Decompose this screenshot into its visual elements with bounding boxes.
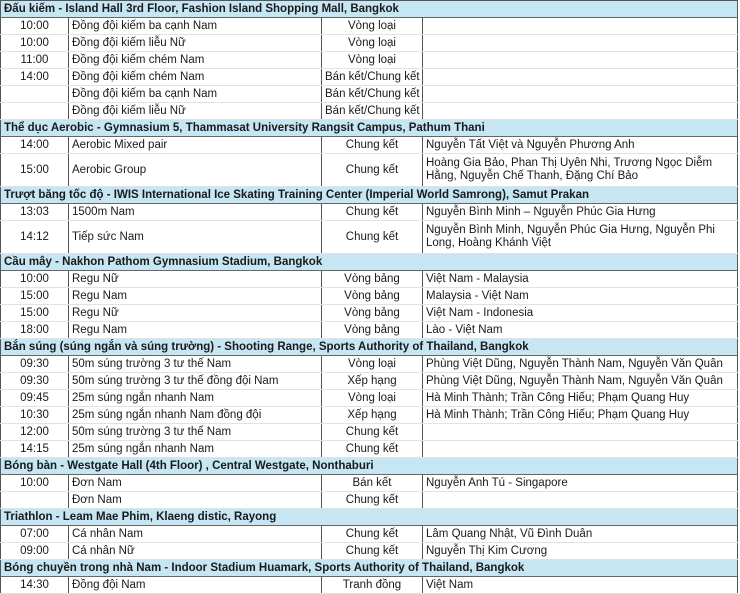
event-cell: 1500m Nam bbox=[69, 204, 322, 221]
athletes-cell: Hà Minh Thành; Trần Công Hiếu; Phạm Quang Huy bbox=[423, 390, 738, 407]
round-cell: Vòng loại bbox=[322, 35, 423, 52]
section-title: Thể dục Aerobic - Gymnasium 5, Thammasat University Rangsit Campus, Pathum Thani bbox=[1, 120, 738, 137]
round-cell: Bán kết bbox=[322, 475, 423, 492]
time-cell: 11:00 bbox=[1, 52, 69, 69]
time-cell: 10:30 bbox=[1, 407, 69, 424]
section-title: Đấu kiếm - Island Hall 3rd Floor, Fashion Island Shopping Mall, Bangkok bbox=[1, 1, 738, 18]
round-cell: Chung kết bbox=[322, 526, 423, 543]
section-title: Bóng bàn - Westgate Hall (4th Floor) , Central Westgate, Nonthaburi bbox=[1, 458, 738, 475]
time-cell bbox=[1, 492, 69, 509]
athletes-cell: Lào - Việt Nam bbox=[423, 322, 738, 339]
section-header bbox=[1, 187, 738, 204]
table-row bbox=[1, 288, 738, 305]
time-cell: 12:00 bbox=[1, 424, 69, 441]
section-header bbox=[1, 339, 738, 356]
time-cell: 10:00 bbox=[1, 18, 69, 35]
athletes-cell bbox=[423, 69, 738, 86]
section-header bbox=[1, 120, 738, 137]
section-title: Trượt băng tốc độ - IWIS International Ice Skating Training Center (Imperial World Samrong), Samut Prakan bbox=[1, 187, 738, 204]
table-row bbox=[1, 221, 738, 254]
time-cell: 09:30 bbox=[1, 356, 69, 373]
event-cell: 50m súng trường 3 tư thế Nam bbox=[69, 356, 322, 373]
time-cell: 10:00 bbox=[1, 35, 69, 52]
athletes-cell bbox=[423, 424, 738, 441]
event-cell: 25m súng ngắn nhanh Nam đồng đội bbox=[69, 407, 322, 424]
table-row bbox=[1, 577, 738, 594]
round-cell: Vòng bảng bbox=[322, 305, 423, 322]
table-row bbox=[1, 441, 738, 458]
athletes-cell: Hoàng Gia Bảo, Phan Thị Uyên Nhi, Trương Ngọc Diễm Hằng, Nguyễn Chế Thanh, Đặng Chí Bảo bbox=[423, 154, 738, 187]
event-cell: Đồng đội kiếm chém Nam bbox=[69, 52, 322, 69]
event-cell: 50m súng trường 3 tư thế Nam bbox=[69, 424, 322, 441]
time-cell: 14:12 bbox=[1, 221, 69, 254]
time-cell bbox=[1, 103, 69, 120]
athletes-cell: Nguyễn Anh Tú - Singapore bbox=[423, 475, 738, 492]
table-row bbox=[1, 407, 738, 424]
event-cell: Regu Nữ bbox=[69, 271, 322, 288]
table-row bbox=[1, 154, 738, 187]
time-cell: 10:00 bbox=[1, 271, 69, 288]
round-cell: Bán kết/Chung kết bbox=[322, 103, 423, 120]
table-row bbox=[1, 35, 738, 52]
table-row bbox=[1, 356, 738, 373]
section-title: Bắn súng (súng ngắn và súng trường) - Shooting Range, Sports Authority of Thailand, Bangkok bbox=[1, 339, 738, 356]
athletes-cell bbox=[423, 441, 738, 458]
event-cell: Đơn Nam bbox=[69, 475, 322, 492]
athletes-cell bbox=[423, 18, 738, 35]
round-cell: Bán kết/Chung kết bbox=[322, 69, 423, 86]
event-cell: Regu Nam bbox=[69, 322, 322, 339]
athletes-cell: Phùng Việt Dũng, Nguyễn Thành Nam, Nguyễn Văn Quân bbox=[423, 373, 738, 390]
round-cell: Vòng loại bbox=[322, 52, 423, 69]
athletes-cell: Nguyễn Bình Minh – Nguyễn Phúc Gia Hưng bbox=[423, 204, 738, 221]
table-row bbox=[1, 373, 738, 390]
time-cell: 18:00 bbox=[1, 322, 69, 339]
time-cell: 09:30 bbox=[1, 373, 69, 390]
event-cell: 25m súng ngắn nhanh Nam bbox=[69, 390, 322, 407]
round-cell: Vòng loại bbox=[322, 356, 423, 373]
athletes-cell: Hà Minh Thành; Trần Công Hiếu; Phạm Quang Huy bbox=[423, 407, 738, 424]
time-cell: 09:45 bbox=[1, 390, 69, 407]
table-row bbox=[1, 52, 738, 69]
time-cell: 09:00 bbox=[1, 543, 69, 560]
event-cell: Đồng đội kiếm liễu Nữ bbox=[69, 103, 322, 120]
time-cell: 15:00 bbox=[1, 305, 69, 322]
section-header bbox=[1, 1, 738, 18]
table-row bbox=[1, 543, 738, 560]
time-cell: 15:00 bbox=[1, 288, 69, 305]
section-header bbox=[1, 509, 738, 526]
table-row bbox=[1, 137, 738, 154]
athletes-cell: Lâm Quang Nhật, Vũ Đình Duân bbox=[423, 526, 738, 543]
section-title: Bóng chuyền trong nhà Nam - Indoor Stadium Huamark, Sports Authority of Thailand, Bangkok bbox=[1, 560, 738, 577]
round-cell: Bán kết/Chung kết bbox=[322, 86, 423, 103]
time-cell: 07:00 bbox=[1, 526, 69, 543]
table-row bbox=[1, 18, 738, 35]
time-cell: 10:00 bbox=[1, 475, 69, 492]
athletes-cell: Việt Nam - Indonesia bbox=[423, 305, 738, 322]
event-cell: Đơn Nam bbox=[69, 492, 322, 509]
table-row bbox=[1, 492, 738, 509]
round-cell: Chung kết bbox=[322, 204, 423, 221]
athletes-cell: Phùng Việt Dũng, Nguyễn Thành Nam, Nguyễn Văn Quân bbox=[423, 356, 738, 373]
section-title: Triathlon - Leam Mae Phim, Klaeng distic, Rayong bbox=[1, 509, 738, 526]
section-header bbox=[1, 254, 738, 271]
event-cell: Regu Nữ bbox=[69, 305, 322, 322]
time-cell bbox=[1, 86, 69, 103]
event-cell: Đồng đội kiếm chém Nam bbox=[69, 69, 322, 86]
athletes-cell bbox=[423, 86, 738, 103]
time-cell: 14:15 bbox=[1, 441, 69, 458]
event-cell: Tiếp sức Nam bbox=[69, 221, 322, 254]
round-cell: Chung kết bbox=[322, 492, 423, 509]
athletes-cell: Việt Nam bbox=[423, 577, 738, 594]
athletes-cell bbox=[423, 35, 738, 52]
table-row bbox=[1, 305, 738, 322]
event-cell: Cá nhân Nữ bbox=[69, 543, 322, 560]
table-row bbox=[1, 390, 738, 407]
table-row bbox=[1, 86, 738, 103]
round-cell: Chung kết bbox=[322, 441, 423, 458]
table-row bbox=[1, 424, 738, 441]
round-cell: Xếp hạng bbox=[322, 373, 423, 390]
round-cell: Xếp hạng bbox=[322, 407, 423, 424]
table-row bbox=[1, 204, 738, 221]
time-cell: 14:00 bbox=[1, 69, 69, 86]
event-cell: Đồng đội kiếm ba cạnh Nam bbox=[69, 18, 322, 35]
table-row bbox=[1, 526, 738, 543]
section-header bbox=[1, 458, 738, 475]
round-cell: Chung kết bbox=[322, 137, 423, 154]
table-row bbox=[1, 475, 738, 492]
section-header bbox=[1, 560, 738, 577]
time-cell: 13:03 bbox=[1, 204, 69, 221]
table-row bbox=[1, 322, 738, 339]
time-cell: 15:00 bbox=[1, 154, 69, 187]
athletes-cell: Nguyễn Tất Việt và Nguyễn Phương Anh bbox=[423, 137, 738, 154]
athletes-cell bbox=[423, 492, 738, 509]
section-title: Cầu mây - Nakhon Pathom Gymnasium Stadium, Bangkok bbox=[1, 254, 738, 271]
table-row bbox=[1, 271, 738, 288]
athletes-cell: Nguyễn Thị Kim Cương bbox=[423, 543, 738, 560]
event-cell: Đồng đội kiếm liễu Nữ bbox=[69, 35, 322, 52]
round-cell: Vòng bảng bbox=[322, 271, 423, 288]
event-cell: Aerobic Group bbox=[69, 154, 322, 187]
event-cell: Đồng đội kiếm ba cạnh Nam bbox=[69, 86, 322, 103]
round-cell: Chung kết bbox=[322, 424, 423, 441]
athletes-cell: Việt Nam - Malaysia bbox=[423, 271, 738, 288]
table-row bbox=[1, 69, 738, 86]
athletes-cell bbox=[423, 52, 738, 69]
round-cell: Vòng bảng bbox=[322, 322, 423, 339]
round-cell: Vòng loại bbox=[322, 18, 423, 35]
event-cell: 50m súng trường 3 tư thế đồng đội Nam bbox=[69, 373, 322, 390]
event-cell: Đồng đội Nam bbox=[69, 577, 322, 594]
round-cell: Vòng loại bbox=[322, 390, 423, 407]
time-cell: 14:30 bbox=[1, 577, 69, 594]
round-cell: Chung kết bbox=[322, 221, 423, 254]
round-cell: Vòng bảng bbox=[322, 288, 423, 305]
event-cell: Regu Nam bbox=[69, 288, 322, 305]
event-cell: 25m súng ngắn nhanh Nam bbox=[69, 441, 322, 458]
athletes-cell: Nguyễn Bình Minh, Nguyễn Phúc Gia Hưng, Nguyễn Phi Long, Hoàng Khánh Việt bbox=[423, 221, 738, 254]
round-cell: Chung kết bbox=[322, 543, 423, 560]
event-cell: Aerobic Mixed pair bbox=[69, 137, 322, 154]
athletes-cell bbox=[423, 103, 738, 120]
athletes-cell: Malaysia - Việt Nam bbox=[423, 288, 738, 305]
time-cell: 14:00 bbox=[1, 137, 69, 154]
event-cell: Cá nhân Nam bbox=[69, 526, 322, 543]
round-cell: Tranh đồng bbox=[322, 577, 423, 594]
round-cell: Chung kết bbox=[322, 154, 423, 187]
table-row bbox=[1, 103, 738, 120]
